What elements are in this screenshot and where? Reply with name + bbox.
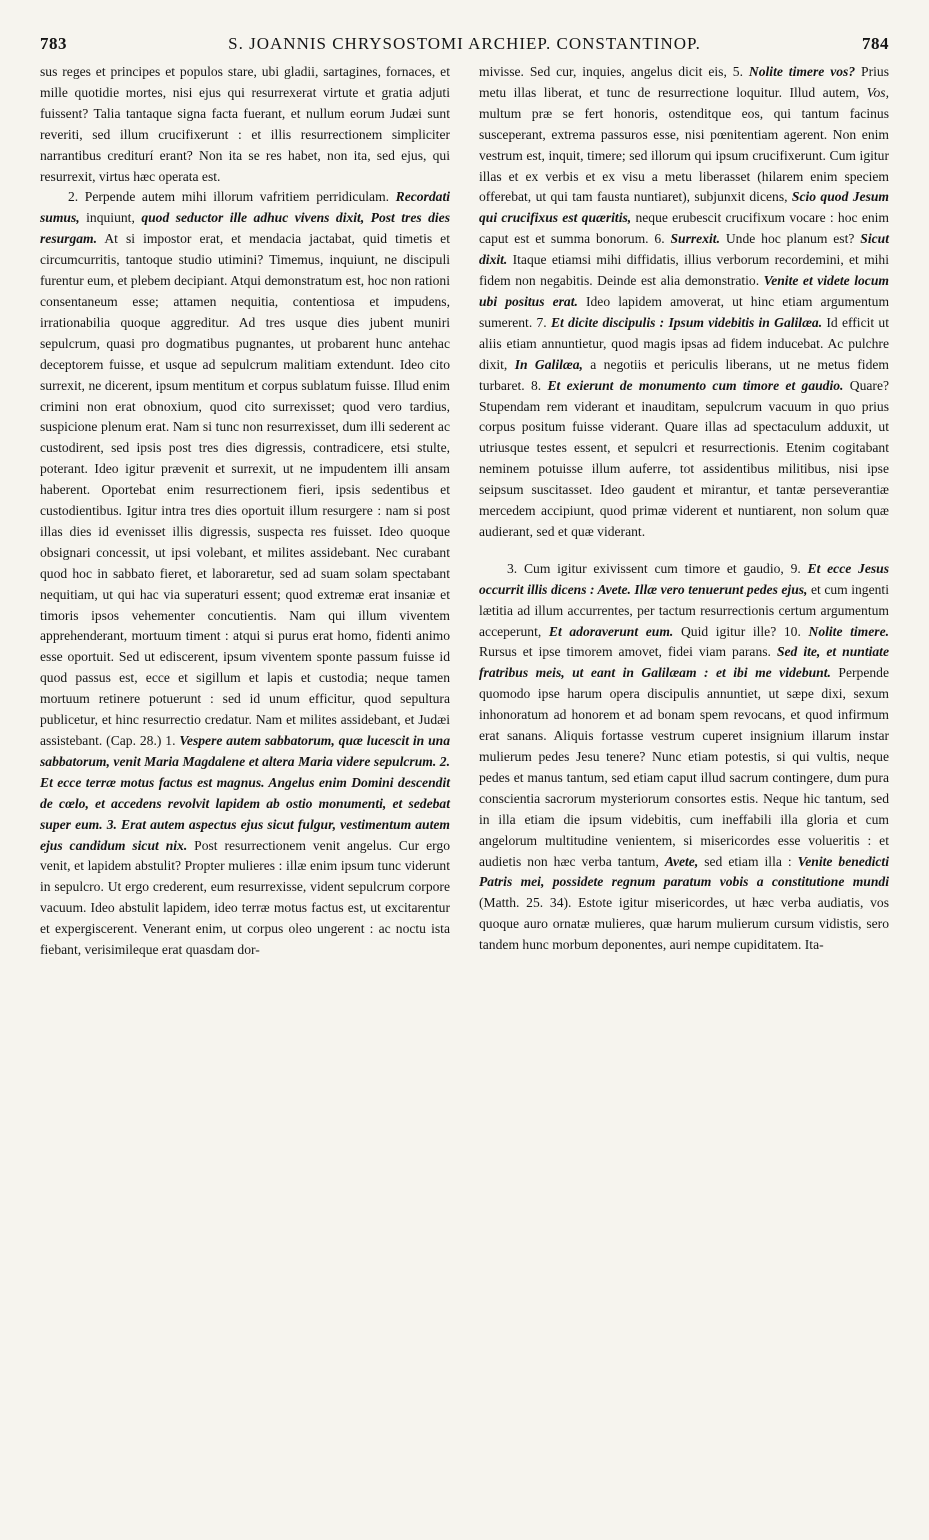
paragraph	[479, 62, 889, 543]
paragraph-text: Post resurrectionem venit angelus. Cur ergo venit, et lapidem abstulit? Propter mulieres : illæ enim ipsum tunc viderunt in sepulcro. Ut ergo crederent, eum resurrexisse, vident sepulcrum corpore vacuum. Ideo abstulit lapidem, ideo terræ motus factus est, ut excitarentur et expergiscerent. Venerant enim, ut corpus oleo ungerent : ac noctu ista fiebant, verisimileque erat quasdam dor-	[40, 837, 450, 958]
scripture-quote: In Galilæa,	[514, 356, 583, 372]
text-columns	[40, 62, 889, 961]
running-title: S. JOANNIS CHRYSOSTOMI ARCHIEP. CONSTANTINOP.	[228, 34, 701, 53]
paragraph-text: 2. Perpende autem mihi illorum vafritiem perridiculam.	[68, 189, 390, 205]
scripture-quote: Nolite timere.	[808, 623, 890, 639]
paragraph-text: Itaque etiamsi mihi diffidatis, illius verborum recordemini, et mihi fidem non negabitis. Deinde est alia demonstratio.	[479, 252, 889, 289]
scripture-quote: Et ecce Jesus occurrit illis dicens : Avete. Illæ vero tenuerunt pedes ejus,	[479, 560, 890, 597]
paragraph-text: Ideo lapidem amoverat, ut hinc etiam argumentum sumerent. 7.	[479, 293, 890, 330]
scripture-quote: Et dicite discipulis : Ipsum videbitis in Galilæa.	[550, 314, 823, 330]
paragraph-text: a negotiis et periculis liberans, ut ne metus fidem turbaret. 8.	[479, 356, 889, 393]
scripture-quote: Surrexit.	[670, 231, 720, 247]
paragraph	[40, 187, 450, 961]
scripture-quote: Venite et videte locum ubi positus erat.	[479, 273, 889, 309]
paragraph-text: neque erubescit crucifixum vocare : hoc enim caput est et summa bonorum. 6.	[479, 210, 889, 247]
scripture-quote: Sicut dixit.	[479, 231, 890, 268]
paragraph-text: et cum ingenti lætitia ad illum accurrentes, per tactum resurrectionis certum argumentum acceperunt,	[479, 581, 889, 639]
paragraph-text: Perpende quomodo ipse harum opera discipulis annuntiet, ut sæpe dixi, sexum inhonoratum ad honorem et ad bonam spem revocans, et quod infirmum erat sanans. Aliquis fortasse vestrum cuperet insignium illarum instar mulierum pedes Jesu tenere? Nunc etiam potestis, si qui vultis, neque pedes et manus tantum, sed etiam caput illud sacrum contingere, dum pura conscientia sacrorum mysteriorum consortes estis. Neque hic tantum, sed in illa etiam die ipsum videbitis, cum ineffabili illa gloria et cum angelorum multitudine venientem, si misericordes esse volueritis : et audietis non hæc verba tantum,	[479, 665, 889, 869]
paragraph-text: sus reges et principes et populos stare, ubi gladii, sartagines, fornaces, et mille quotidie mortes, nisi ejus qui resurrexerat virtute et gratia adjuti fuissent? Talia tantaque signa facta fuerant, et nullum eorum Judæi sunt reveriti, sed illum crucifixerunt : et illis resurrectionem simpliciter narrantibus crediturí erant? Non ita se res habet, non ita, sed ejus, qui resurrexit, virtus hæc operata est.	[40, 64, 450, 184]
paragraph-text: inquiunt,	[86, 210, 135, 226]
paragraph-text: Quid igitur ille? 10.	[680, 623, 801, 639]
paragraph	[479, 559, 889, 956]
scripture-quote: Scio quod Jesum qui crucifixus est quæritis,	[479, 189, 889, 226]
paragraph-text: Prius metu illas liberat, et tunc de resurrectione loquitur. Illud autem,	[479, 64, 889, 100]
scripture-quote: Recordati sumus,	[40, 189, 450, 226]
left-column	[40, 62, 450, 961]
scripture-quote: Nolite timere vos?	[748, 64, 856, 79]
scripture-quote: Avete,	[664, 853, 699, 869]
scripture-quote: Vos,	[866, 84, 889, 100]
paragraph-text: At si impostor erat, et mendacia jactabat, quid timetis et circumcurritis, tantoque studio utimini? Timemus, inquiunt, ne discipuli furentur eum, et plebem decipiant. Atqui demonstratum est, hoc non rationi consentaneum esse; attamen nequitia, contentiosa et impudens, irrationabilia quoque aggreditur. Ad tres usque dies jubent muniri sepulcrum, quasi pro dogmatibus pugnantes, ut probarent hunc antehac deceptorem fuisse, et usque ad sepulcrum malitiam extendunt. Ideo cito surrexit, ne dicerent, ipsum mentitum et corpus sublatum fuisse. Illud enim crimini non erat obnoxium, quod cito surrexisset; quod vero tardius, suspicione plenum erat. Nam si tunc non resurrexisset, dum illi sederent ac custodirent, sed ipsis post tres dies digressis, contradicere, etsi stulte, poterant. Ideo igitur prævenit et surrexit, ut ne impudentem illi ansam haberent. Oportebat enim resurrectionem fieri, ipsis sedentibus et custodientibus. Igitur intra tres dies oportuit illum resurgere : nam si post illas dies id evenisset illis digressis, suspecta res fuisset. Ideo quoque obsignari concessit, ut ipsi volebant, et milites assidebant. Nec curabant quod hoc in sabbato fieret, et laboraretur, sed ad suam solam spectabant nequitiam, ut qui hac via superaturi essent; quod extremæ erat insaniæ et timoris ipsos vehementer concutientis. Nam qui illum viventem apprehenderant, mortuum timent : atqui si purus erat homo, fidenti animo esse oportuit. Sed ut ediscerent, ipsum viventem sponte passum fuisse id quod passus est, ecce et sigillum et lapis et custodia; neque tamen mortuum retinere potuerunt : sed id unum efficitur, quod sepultura publicetur, et hinc resurrectio credatur. Nam et milites assidebant, et Judæi assistebant. (Cap. 28.) 1.	[40, 231, 450, 748]
running-header	[40, 34, 889, 60]
scripture-quote: Et adoraverunt eum.	[548, 623, 674, 639]
paragraph-text: Rursus et ipse timorem amovet, fidei viam parans.	[479, 644, 771, 660]
paragraph-text: Id efficit ut aliis etiam annuntietur, quod magis ipsas ad fidem inducebat. Ac pulchre dixit,	[479, 314, 889, 372]
paragraph-text: sed etiam illa :	[704, 853, 792, 869]
right-column	[479, 62, 889, 961]
paragraph-text: (Matth. 25. 34). Estote igitur misericordes, ut hæc verba audiatis, vos quoque auro ornatæ mulieres, quæ harum mulierum cursum vidistis, sero tandem hunc morbum deponentes, auri nempe cupiditatem. Ita-	[479, 895, 889, 953]
paragraph-text: mivisse. Sed cur, inquies, angelus dicit eis, 5.	[479, 64, 743, 79]
page-number-right: 784	[862, 34, 889, 53]
scripture-quote: Venite benedicti Patris mei, possidete regnum paratum vobis a constitutione mundi	[479, 853, 889, 890]
paragraph-text: Unde hoc planum est?	[725, 231, 855, 247]
paragraph	[40, 62, 450, 187]
scripture-quote: Vespere autem sabbatorum, quæ lucescit in una sabbatorum, venit Maria Magdalene et altera Maria videre sepulcrum. 2. Et ecce terræ motus factus est magnus. Angelus enim Domini descendit de cœlo, et accedens revolvit lapidem ab ostio monumenti, et sedebat super eum. 3. Erat autem aspectus ejus sicut fulgur, vestimentum autem ejus candidum sicut nix.	[40, 733, 450, 853]
scripture-quote: Sed ite, et nuntiate fratribus meis, ut eant in Galilæam : et ibi me videbunt.	[479, 644, 889, 681]
paragraph-text: 3. Cum igitur exivissent cum timore et gaudio, 9.	[507, 560, 801, 576]
paragraph-text: multum præ se fert honoris, ostenditque eos, qui tantum facinus susceperant, extrema passuros esse, nisi pœnitentiam agerent. Non enim vestrum est, inquit, timere; sed illorum qui ipsum crucifixerunt. Cum igitur illas et ex verbis et ex visu a metu liberasset (hilarem enim speciem offerebat, ut qui tam fausta nuntiaret), subjunxit dicens,	[479, 105, 889, 205]
page-number-left: 783	[40, 34, 67, 53]
scripture-quote: quod seductor ille adhuc vivens dixit, Post tres dies resurgam.	[40, 210, 450, 247]
paragraph-text: Quare? Stupendam rem viderant et inauditam, sepulcrum vacuum in quo prius corpus positum fuisse viderant. Quare illas ad spectaculum adduxit, ut utriusque testes essent, et sepulcri et resurrectionis. Etenim cogitabant neminem potuisse illum auferre, tot assidentibus militibus, nisi ipse seipsum suscitasset. Ideo gaudent et mirantur, et tantæ perseverantiæ mercedem accipiunt, quod primæ viderent et nuntiarent, non solum quæ audierant, sed et quæ viderant.	[479, 377, 890, 539]
scripture-quote: Et exierunt de monumento cum timore et gaudio.	[547, 377, 844, 393]
